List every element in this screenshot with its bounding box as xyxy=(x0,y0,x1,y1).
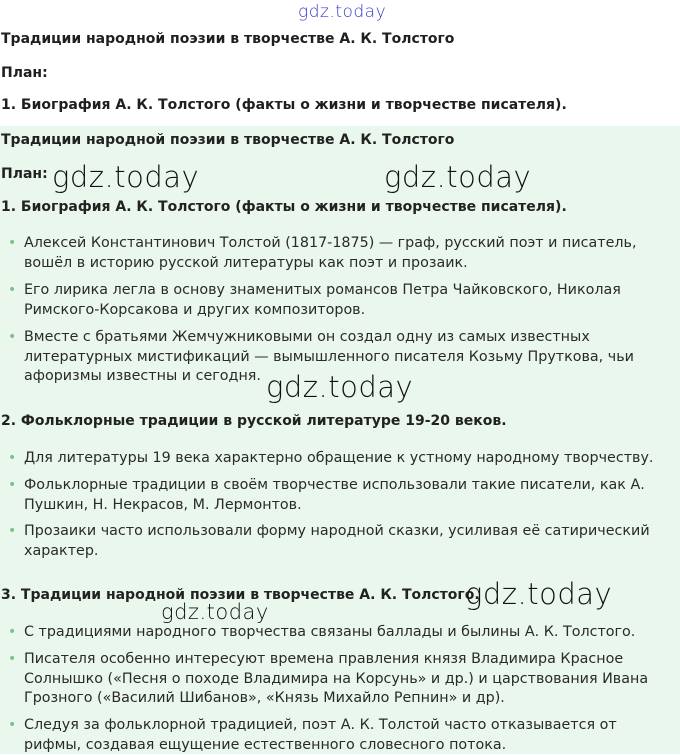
list-item: • Следуя за фольклорной традицией, поэт А. К. Толстой часто отказывается от рифмы, создавая ещущение естественного словесного потока. xyxy=(8,717,617,753)
answer-plan-label: План: xyxy=(1,166,48,182)
plan-item-1: 1. Биография А. К. Толстого (факты о жизни и творчестве писателя). xyxy=(1,97,567,113)
bullet-icon: • xyxy=(8,282,17,298)
bullet-icon: • xyxy=(8,523,17,539)
list-item: • Для литературы 19 века характерно обращение к устному народному творчеству. xyxy=(8,449,672,469)
section-heading-1: 1. Биография А. К. Толстого (факты о жизни и творчестве писателя). xyxy=(1,199,567,215)
bullet-icon: • xyxy=(8,651,17,667)
section-heading-2: 2. Фольклорные традиции в русской литературе 19-20 веков. xyxy=(1,413,507,429)
bullet-icon: • xyxy=(8,329,17,345)
list-item: • Прозаики часто использовали форму народной сказки, усиливая её сатирический характер. xyxy=(8,523,650,559)
watermark: gdz.today xyxy=(384,160,532,194)
list-item: • Вместе с братьями Жемчужниковыми он создал одну из самых известных литературных мистификаций — вымышленного писателя Козьму Пруткова, чьи афоризмы известны и сегодня. xyxy=(8,329,634,384)
list-item: • Его лирика легла в основу знаменитых романсов Петра Чайковского, Николая Римского-Корсакова и других композиторов. xyxy=(8,282,621,318)
list-item: • Алексей Константинович Толстой (1817-1875) — граф, русский поэт и писатель, вошёл в историю русской литературы как поэт и прозаик. xyxy=(8,235,637,271)
list-item: • С традициями народного творчества связаны баллады и былины А. К. Толстого. xyxy=(8,623,672,643)
watermark: gdz.today xyxy=(465,577,613,611)
bullet-icon: • xyxy=(8,624,17,640)
plan-label: План: xyxy=(1,65,48,81)
list-item: • Фольклорные традиции в своём творчестве использовали такие писатели, как А. Пушкин, Н. Некрасов, М. Лермонтов. xyxy=(8,477,645,513)
bullet-icon: • xyxy=(8,717,17,733)
page-title: Традиции народной поэзии в творчестве А. К. Толстого xyxy=(1,31,455,47)
list-item: • Писателя особенно интересуют времена правления князя Владимира Красное Солнышко («Песня о походе Владимира на Корсунь» и др.) и царствования Ивана Грозного («Василий Шибанов», «Князь Михайло Репнин» и др). xyxy=(8,651,649,706)
bullet-icon: • xyxy=(8,235,17,251)
answer-title: Традиции народной поэзии в творчестве А. К. Толстого xyxy=(1,132,455,148)
watermark: gdz.today xyxy=(266,370,414,404)
bullet-icon: • xyxy=(8,450,17,466)
section-heading-3: 3. Традиции народной поэзии в творчестве А. К. Толстого. xyxy=(1,587,480,603)
bullet-icon: • xyxy=(8,477,17,493)
watermark: gdz.today xyxy=(52,160,200,194)
watermark: gdz.today xyxy=(161,600,269,624)
watermark-top: gdz.today xyxy=(298,2,387,22)
